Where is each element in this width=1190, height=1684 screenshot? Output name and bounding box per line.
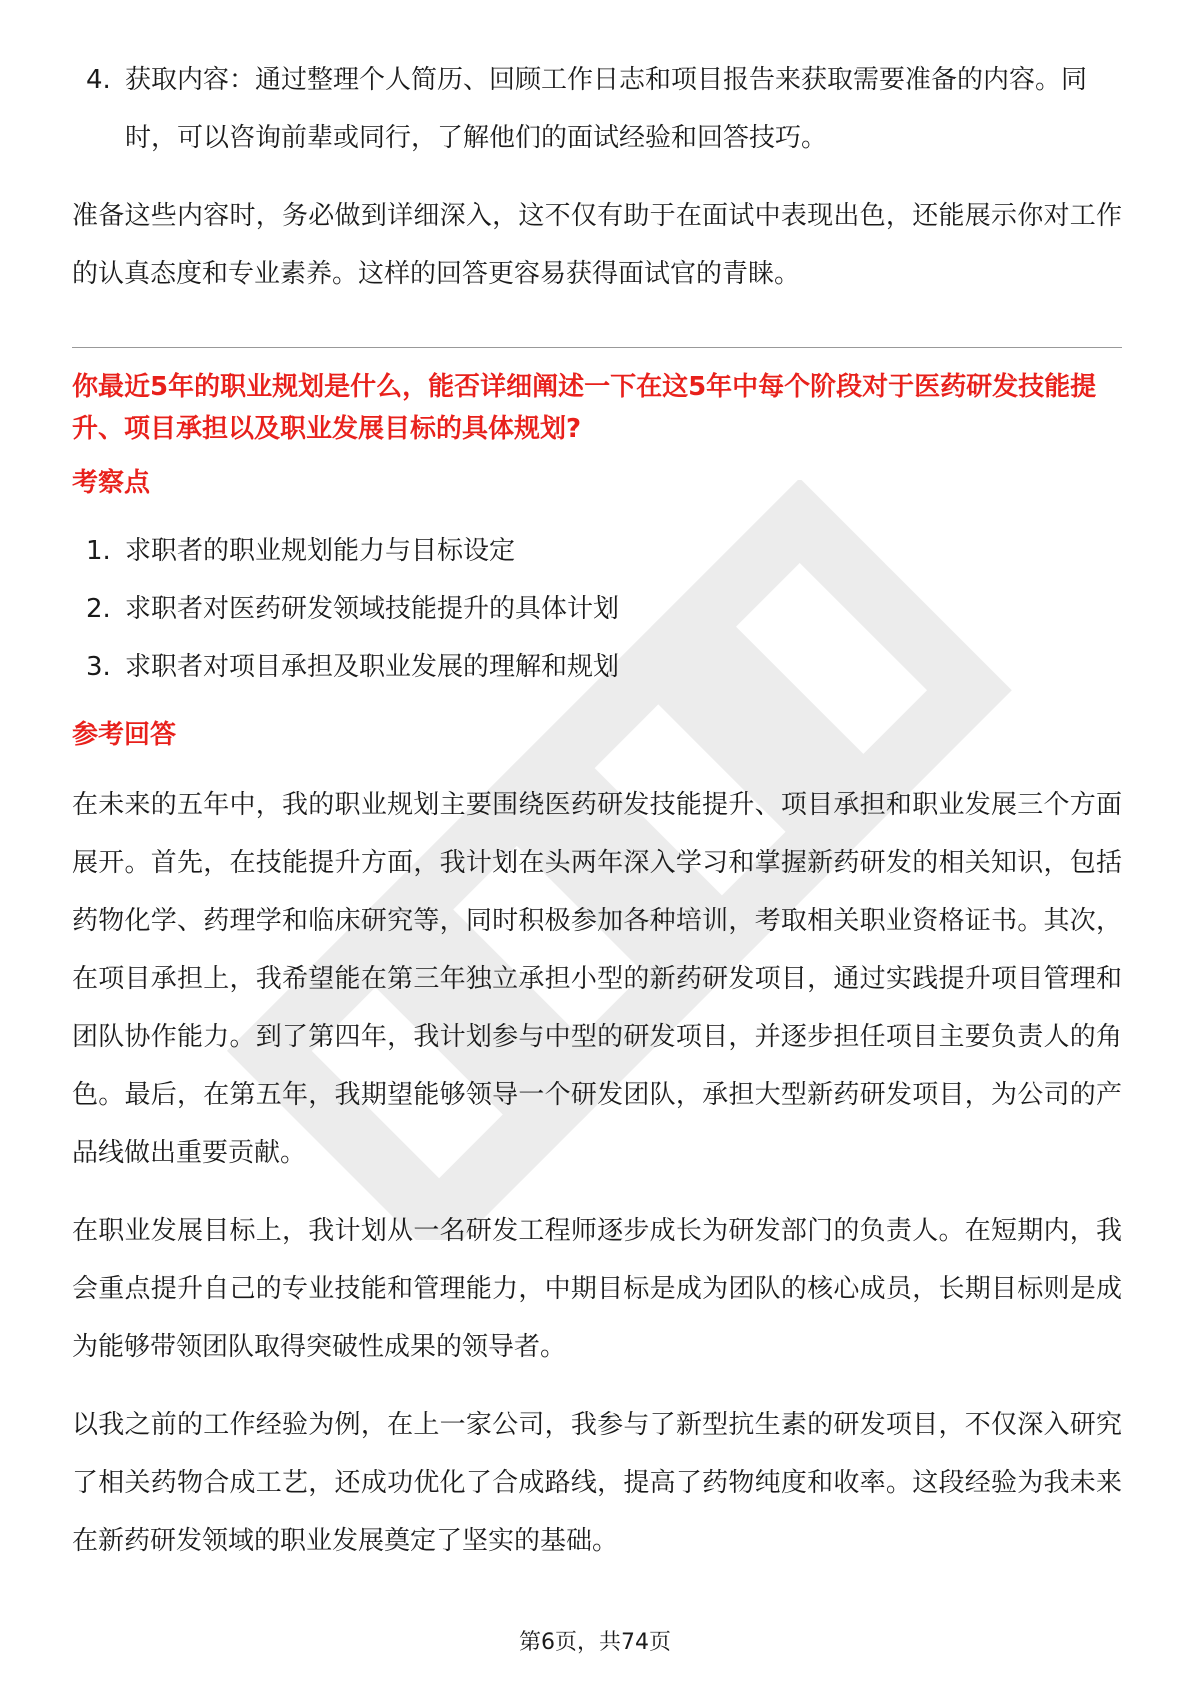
- section-divider: [72, 347, 1122, 348]
- list-item-text: 求职者的职业规划能力与目标设定: [125, 536, 516, 566]
- list-item: [72, 580, 1122, 638]
- answer-paragraph: 在职业发展目标上，我计划从一名研发工程师逐步成长为研发部门的负责人。在短期内，我会重点提升自己的专业技能和管理能力，中期目标是成为团队的核心成员，长期目标则是成为能够带领团队取得突破性成果的领导者。: [72, 1216, 1122, 1362]
- main-content: [72, 56, 1122, 1570]
- list-item-text: 求职者对医药研发领域技能提升的具体计划: [125, 594, 620, 624]
- reference-answer-heading: 参考回答: [72, 720, 177, 750]
- answer-paragraph: 在未来的五年中，我的职业规划主要围绕医药研发技能提升、项目承担和职业发展三个方面展开。首先，在技能提升方面，我计划在头两年深入学习和掌握新药研发的相关知识，包括药物化学、药理学和临床研究等，同时积极参加各种培训，考取相关职业资格证书。其次，在项目承担上，我希望能在第三年独立承担小型的新药研发项目，通过实践提升项目管理和团队协作能力。到了第四年，我计划参与中型的研发项目，并逐步担任项目主要负责人的角色。最后，在第五年，我期望能够领导一个研发团队，承担大型新药研发项目，为公司的产品线做出重要贡献。: [72, 790, 1122, 1168]
- conclusion-paragraph: 准备这些内容时，务必做到详细深入，这不仅有助于在面试中表现出色，还能展示你对工作的认真态度和专业素养。这样的回答更容易获得面试官的青睐。: [72, 201, 1122, 289]
- focus-points-list: [72, 522, 1122, 696]
- list-number: 1.: [86, 536, 111, 566]
- list-item: [72, 522, 1122, 580]
- page-number-footer: 第6页，共74页: [519, 1630, 671, 1655]
- focus-points-heading: 考察点: [72, 468, 151, 498]
- preparation-list: [72, 51, 1122, 167]
- interview-question: 你最近5年的职业规划是什么，能否详细阐述一下在这5年中每个阶段对于医药研发技能提升、项目承担以及职业发展目标的具体规划?: [72, 372, 1097, 444]
- answer-paragraph: 以我之前的工作经验为例，在上一家公司，我参与了新型抗生素的研发项目，不仅深入研究了相关药物合成工艺，还成功优化了合成路线，提高了药物纯度和收率。这段经验为我未来在新药研发领域的职业发展奠定了坚实的基础。: [72, 1410, 1122, 1556]
- list-item-text: 获取内容：通过整理个人简历、回顾工作日志和项目报告来获取需要准备的内容。同时，可以咨询前辈或同行，了解他们的面试经验和回答技巧。: [125, 65, 1088, 153]
- list-item: [72, 51, 1122, 167]
- list-number: 2.: [86, 594, 111, 624]
- list-number: 3.: [86, 652, 111, 682]
- list-number: 4.: [86, 65, 111, 95]
- list-item-text: 求职者对项目承担及职业发展的理解和规划: [125, 652, 620, 682]
- list-item: [72, 638, 1122, 696]
